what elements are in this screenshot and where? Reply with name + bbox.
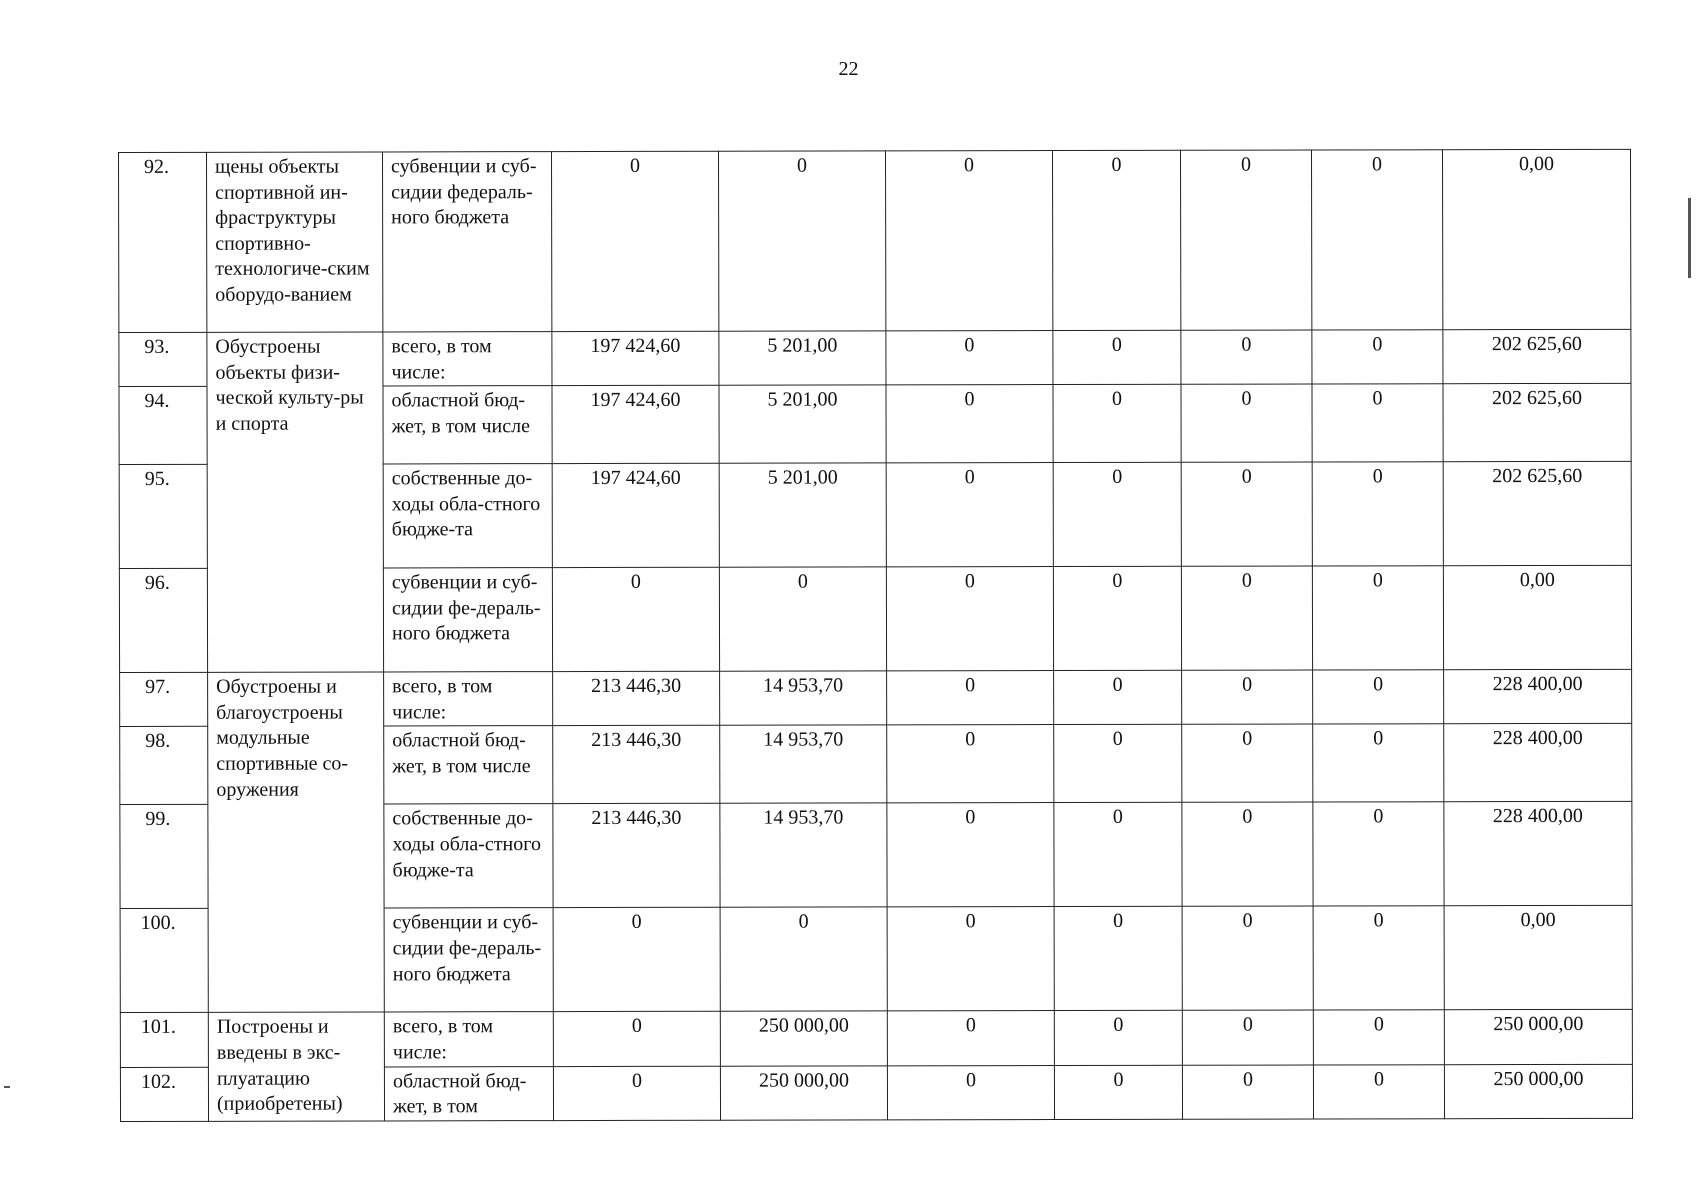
funding-source-cell: собственные доходы обла-стного бюдже-та <box>384 804 553 908</box>
amount-cell: 0 <box>887 907 1054 1011</box>
amount-cell: 0 <box>552 151 719 331</box>
amount-cell: 197 424,60 <box>552 463 719 567</box>
total-cell: 250 000,00 <box>1444 1010 1632 1065</box>
amount-cell: 0 <box>720 907 887 1011</box>
amount-cell: 0 <box>1313 1010 1444 1064</box>
funding-source-cell: субвенции и субсидии фе-дерального бюджета <box>383 568 552 672</box>
funding-source-cell: областной бюджет, в том числе <box>384 726 553 804</box>
row-number: 94. <box>119 387 207 465</box>
amount-cell: 0 <box>1054 670 1182 724</box>
amount-cell: 0 <box>1313 670 1444 724</box>
amount-cell: 0 <box>719 567 886 671</box>
funding-source-cell: всего, в том числе: <box>384 672 553 727</box>
funding-source-cell: всего, в том числе: <box>384 1012 553 1067</box>
row-number: 96. <box>119 569 207 673</box>
total-cell: 202 625,60 <box>1443 329 1631 384</box>
amount-cell: 213 446,30 <box>553 726 720 804</box>
amount-cell: 0 <box>1182 724 1313 802</box>
total-cell: 202 625,60 <box>1443 384 1631 462</box>
measure-name-cell: Обустроены объекты физи-ческой культу-ры и спорта <box>207 332 384 673</box>
row-number: 97. <box>120 673 208 727</box>
row-number: 93. <box>119 332 207 386</box>
amount-cell: 0 <box>1313 802 1444 906</box>
measure-name-cell: Обустроены и благоустроены модульные спортивные со-оружения <box>208 672 385 1013</box>
amount-cell: 197 424,60 <box>552 331 719 386</box>
funding-source-cell: всего, в том числе: <box>383 332 552 387</box>
amount-cell: 0 <box>1181 384 1312 462</box>
amount-cell: 0 <box>887 803 1054 907</box>
amount-cell: 0 <box>1182 1065 1313 1119</box>
amount-cell: 14 953,70 <box>720 803 887 907</box>
amount-cell: 0 <box>1312 566 1443 670</box>
amount-cell: 0 <box>553 1012 720 1067</box>
amount-cell: 0 <box>1053 462 1181 566</box>
amount-cell: 0 <box>1312 384 1443 462</box>
amount-cell: 0 <box>1054 803 1182 907</box>
total-cell: 0,00 <box>1442 149 1630 329</box>
amount-cell: 0 <box>1312 330 1443 384</box>
table-row <box>119 149 1631 332</box>
amount-cell: 0 <box>886 385 1053 463</box>
row-number: 95. <box>119 465 207 569</box>
measure-name-cell: Построены и введены в экс-плуатацию (приобретены) <box>208 1012 384 1121</box>
amount-cell: 213 446,30 <box>553 804 720 908</box>
amount-cell: 0 <box>1180 150 1311 330</box>
amount-cell: 0 <box>1053 330 1181 384</box>
table-row <box>120 670 1632 727</box>
amount-cell: 0 <box>1312 462 1443 566</box>
amount-cell: 0 <box>1311 150 1442 330</box>
total-cell: 228 400,00 <box>1444 802 1632 906</box>
amount-cell: 0 <box>553 908 720 1012</box>
amount-cell: 250 000,00 <box>720 1065 887 1120</box>
total-cell: 202 625,60 <box>1443 462 1631 566</box>
amount-cell: 0 <box>1182 670 1313 724</box>
row-number: 99. <box>120 805 208 909</box>
measure-name-cell: щены объекты спортивной ин-фраструктуры спортивно-технологиче-ским оборудо-ванием <box>207 152 383 332</box>
table-row <box>120 1010 1632 1067</box>
row-number: 102. <box>120 1067 208 1121</box>
row-number: 100. <box>120 909 208 1013</box>
total-cell: 0,00 <box>1443 566 1631 670</box>
amount-cell: 5 201,00 <box>719 463 886 567</box>
amount-cell: 0 <box>887 725 1054 803</box>
budget-table <box>118 149 1633 1122</box>
amount-cell: 5 201,00 <box>719 331 886 386</box>
amount-cell: 197 424,60 <box>552 385 719 463</box>
amount-cell: 213 446,30 <box>553 671 720 726</box>
amount-cell: 0 <box>887 1065 1054 1120</box>
amount-cell: 0 <box>1182 906 1313 1010</box>
table-row <box>119 329 1631 386</box>
amount-cell: 0 <box>1181 566 1312 670</box>
amount-cell: 0 <box>1052 150 1180 330</box>
amount-cell: 0 <box>886 567 1053 671</box>
amount-cell: 0 <box>887 1011 1054 1066</box>
amount-cell: 0 <box>1054 907 1182 1011</box>
amount-cell: 0 <box>552 567 719 671</box>
amount-cell: 0 <box>553 1066 720 1121</box>
total-cell: 250 000,00 <box>1444 1064 1632 1119</box>
amount-cell: 5 201,00 <box>719 385 886 463</box>
amount-cell: 0 <box>1313 724 1444 802</box>
funding-source-cell: субвенции и субсидии фе-дерального бюджета <box>384 908 553 1012</box>
amount-cell: 0 <box>1053 566 1181 670</box>
edge-mark <box>4 1086 10 1088</box>
row-number: 92. <box>119 152 207 332</box>
edge-mark <box>1688 198 1691 278</box>
amount-cell: 0 <box>1181 462 1312 566</box>
amount-cell: 0 <box>886 463 1053 567</box>
amount-cell: 0 <box>1182 802 1313 906</box>
funding-source-cell: собственные доходы обла-стного бюдже-та <box>383 464 552 568</box>
total-cell: 228 400,00 <box>1444 724 1632 802</box>
amount-cell: 0 <box>1054 725 1182 803</box>
amount-cell: 0 <box>1182 1010 1313 1064</box>
funding-source-cell: субвенции и субсидии федерального бюджета <box>383 152 552 332</box>
funding-source-cell: областной бюджет, в том <box>384 1066 553 1121</box>
amount-cell: 0 <box>887 671 1054 726</box>
amount-cell: 0 <box>1313 1064 1444 1118</box>
amount-cell: 0 <box>1313 906 1444 1010</box>
amount-cell: 0 <box>1053 384 1181 462</box>
amount-cell: 0 <box>886 331 1053 386</box>
amount-cell: 14 953,70 <box>720 671 887 726</box>
table-body <box>119 149 1633 1121</box>
amount-cell: 250 000,00 <box>720 1011 887 1066</box>
amount-cell: 0 <box>718 151 885 331</box>
amount-cell: 0 <box>885 151 1052 331</box>
amount-cell: 14 953,70 <box>720 725 887 803</box>
funding-source-cell: областной бюджет, в том числе <box>383 386 552 464</box>
amount-cell: 0 <box>1181 330 1312 384</box>
total-cell: 228 400,00 <box>1444 670 1632 725</box>
amount-cell: 0 <box>1054 1065 1182 1119</box>
amount-cell: 0 <box>1054 1011 1182 1065</box>
total-cell: 0,00 <box>1444 906 1632 1010</box>
row-number: 98. <box>120 727 208 805</box>
page-number: 22 <box>838 58 859 80</box>
row-number: 101. <box>120 1013 208 1067</box>
